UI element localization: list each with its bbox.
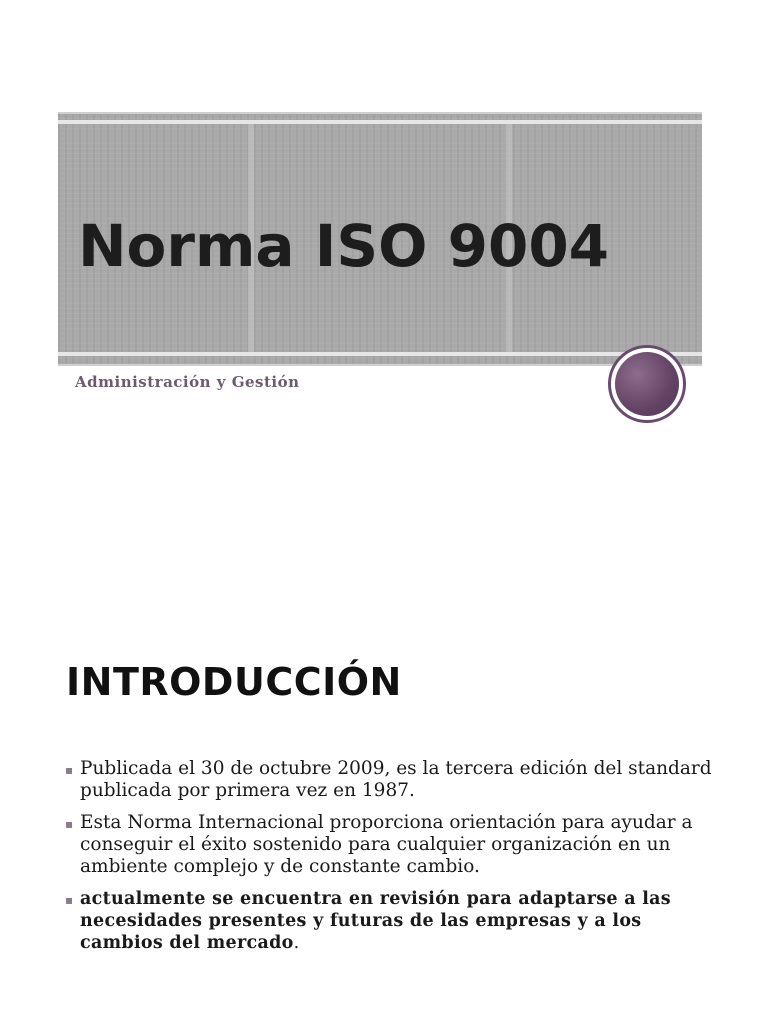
bullet-item xyxy=(64,758,714,802)
banner-bottom-rule xyxy=(58,352,702,356)
bullet-suffix: . xyxy=(293,933,300,953)
slide-title: Norma ISO 9004 xyxy=(78,212,610,280)
section-heading: INTRODUCCIÓN xyxy=(66,660,402,704)
bullet-text: actualmente se encuentra en revisión para adaptarse a las necesidades presentes y futuras de las empresas y a los cambios del mercado xyxy=(80,889,671,953)
bullet-item xyxy=(64,888,714,954)
bullet-marker-icon: ▪ xyxy=(65,817,74,831)
decorative-circle xyxy=(608,345,686,423)
bullet-item xyxy=(64,812,714,878)
bullet-list xyxy=(64,758,714,964)
bullet-text: Publicada el 30 de octubre 2009, es la tercera edición del standard publicada por primera vez en 1987. xyxy=(80,758,712,801)
decorative-circle-fill xyxy=(615,352,679,416)
slide-subtitle: Administración y Gestión xyxy=(75,373,300,391)
bullet-marker-icon: ▪ xyxy=(65,763,74,777)
bullet-text: Esta Norma Internacional proporciona orientación para ayudar a conseguir el éxito sostenido para cualquier organización en un ambiente complejo y de constante cambio. xyxy=(80,812,693,877)
banner-top-rule xyxy=(58,120,702,124)
title-banner xyxy=(58,112,702,366)
bullet-marker-icon: ▪ xyxy=(65,893,74,907)
